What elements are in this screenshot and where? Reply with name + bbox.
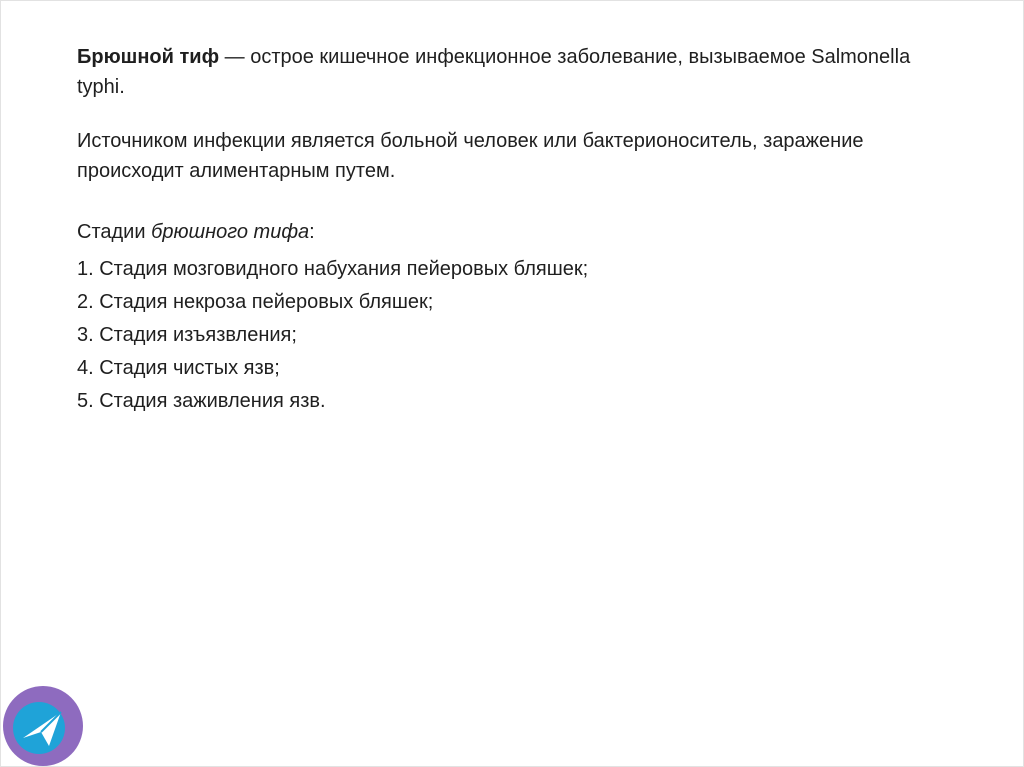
- stage-item-5: 5. Стадия заживления язв.: [77, 390, 326, 412]
- infection-source-paragraph: Источником инфекции является больной человек или бактерионоситель, заражение происходит алиментарным путем.: [77, 130, 864, 182]
- stages-heading-italic: брюшного тифа: [151, 221, 310, 243]
- slide-content: [77, 42, 957, 418]
- paper-plane-icon: [1, 684, 85, 767]
- stage-item-4: 4. Стадия чистых язв;: [77, 357, 280, 379]
- disease-term: Брюшной тиф: [77, 46, 220, 68]
- disease-definition: — острое кишечное инфекционное заболевание, вызываемое Salmonella typhi.: [77, 46, 911, 98]
- stages-heading-suffix: :: [309, 221, 315, 243]
- stage-item-3: 3. Стадия изъязвления;: [77, 324, 297, 346]
- stage-item-1: 1. Стадия мозговидного набухания пейеровых бляшек;: [77, 258, 589, 280]
- stages-heading-prefix: Стадии: [77, 221, 152, 243]
- stage-item-2: 2. Стадия некроза пейеровых бляшек;: [77, 291, 434, 313]
- stages-heading: [77, 216, 957, 249]
- stages-list: [77, 253, 957, 418]
- definition-paragraph: [77, 42, 957, 102]
- logo-graphic: [1, 684, 85, 767]
